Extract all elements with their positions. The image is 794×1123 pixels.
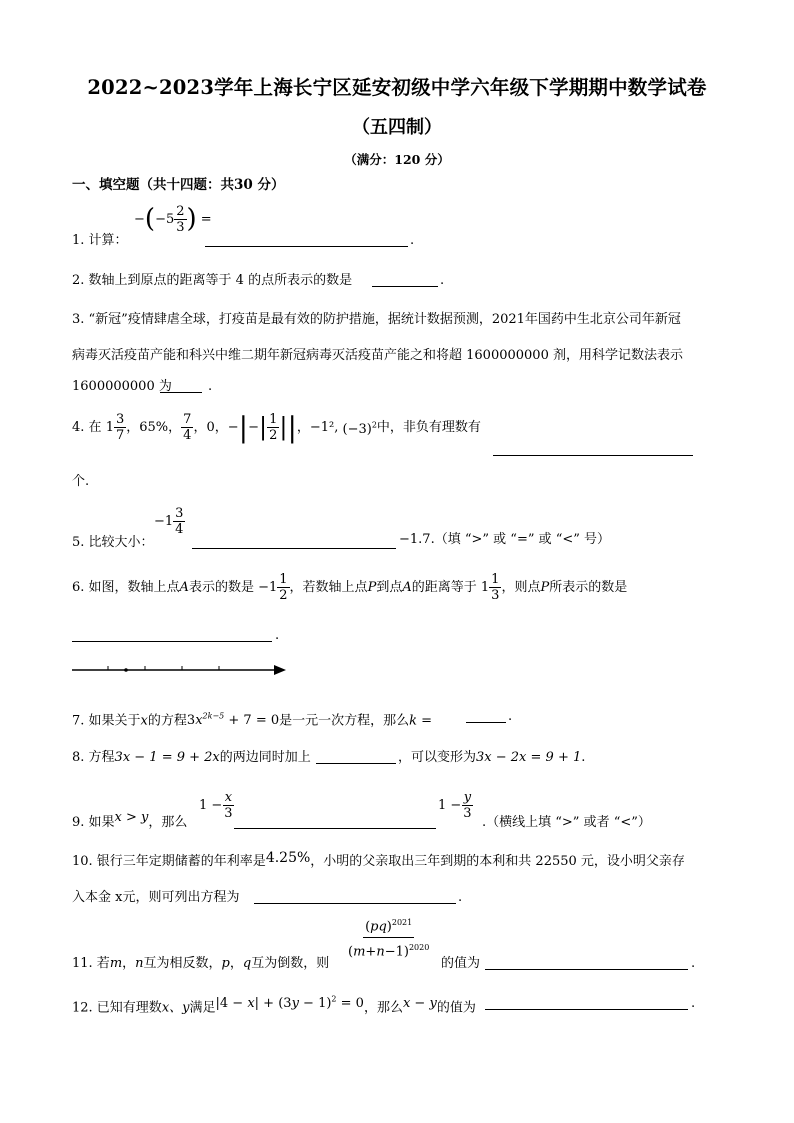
q5-answer-blank[interactable] [192,534,396,549]
q11-answer-blank[interactable] [485,955,688,970]
number-line-arrow [274,665,286,675]
q5-mixed-number: −1 $\frac{3}{4}$ [154,506,184,537]
question-1: 1. 计算： [72,233,128,248]
q8-answer-blank[interactable] [316,749,396,764]
question-10-line2: 入本金 x元，则可列出方程为 [72,890,240,905]
question-3-line3: 1600000000 为 [72,379,172,394]
q7-answer-blank[interactable] [466,708,506,723]
question-3-line1: 3. “新冠”疫情肆虐全球，打疫苗是最有效的防护措施，据统计数据预测，2021年国药中生北京公司年新冠 [72,312,681,327]
q12-answer-blank[interactable] [485,995,688,1010]
question-12: 12. 已知有理数x、y满足$|4 - x| + (3y - 1)^2 = 0$，那么x − y的值为 [72,995,476,1016]
point-a [124,668,128,672]
question-3-line2: 病毒灭活疫苗产能和科兴中维二期年新冠病毒灭活疫苗产能之和将超 1600000000 剂，用科学记数法表示 [72,348,683,363]
question-11: 11. 若m，n互为相反数，p，q互为倒数，则 [72,956,330,971]
question-2: 2. 数轴上到原点的距离等于 4 的点所表示的数是 [72,273,353,288]
q1-answer-blank[interactable] [205,232,408,247]
q9-answer-blank[interactable] [234,814,436,829]
exam-title: 2022~2023学年上海长宁区延安初级中学六年级下学期期中数学试卷 [87,76,707,99]
q3-end: . [208,379,213,394]
q9-tail: .（横线上填 “>” 或者 “<”） [482,815,651,830]
question-6: 6. 如图，数轴上点A表示的数是 −1 $\frac{1}{2}$ ，若数轴上点P到点A的距离等于 1 $\frac{1}{3}$ ，则点P所表示的数是 [72,572,628,603]
question-7: 7. 如果关于x的方程$3x^{2k-5} + 7 = 0$是一元一次方程，那么k = [72,712,433,729]
q11-tail: 的值为 [441,956,481,971]
q2-end: . [440,273,445,288]
q1-end: . [410,233,415,248]
q10-end: . [458,890,463,905]
q5-tail: −1.7.（填 “>” 或 “=” 或 “<” 号） [399,532,611,547]
question-5: 5. 比较大小： [72,535,154,550]
q2-answer-blank[interactable] [372,272,438,287]
exam-subtitle: （五四制） [352,117,442,138]
section-heading: 一、填空题（共十四题：共30 分） [72,177,285,193]
q8-tail: ，可以变形为3x − 2x = 9 + 1. [398,750,586,765]
q9-right-expr: 1 − $\frac{y}{3}$ [438,790,472,821]
full-score: （满分：120 分） [344,152,450,167]
q4-line2: 个. [72,474,90,489]
q6-answer-blank[interactable] [72,627,272,642]
q6-end: . [275,628,280,643]
question-4: 4. 在 1 $\frac{3}{7}$ ，65%， $\frac{7}{4}$ ，0，−|−| $\frac{1}{2}$ ||，−1², $(-3)^2$中，非负有理数有 [72,411,481,444]
number-line-figure [70,652,292,688]
q4-answer-blank[interactable] [493,441,693,456]
q1-expression: −(−5 $\frac{2}{3}$ ) = [134,204,212,235]
q3-answer-blank[interactable] [160,378,202,393]
question-8: 8. 方程3x − 1 = 9 + 2x的两边同时加上 [72,750,311,765]
q11-fraction: $\frac{(pq)^{2021}}{(m+n-1)^{2020}}$ [346,913,431,963]
question-10-line1: 10. 银行三年定期储蓄的年利率是4.25%，小明的父亲取出三年到期的本利和共 22550 元，设小明父亲存 [72,850,685,869]
question-9: 9. 如果x > y，那么 [72,810,188,830]
q11-end: . [691,956,696,971]
q9-left-expr: 1 − $\frac{x}{3}$ [199,790,233,821]
q10-answer-blank[interactable] [254,889,456,904]
q7-end: . [508,709,513,724]
q12-end: . [691,996,696,1011]
